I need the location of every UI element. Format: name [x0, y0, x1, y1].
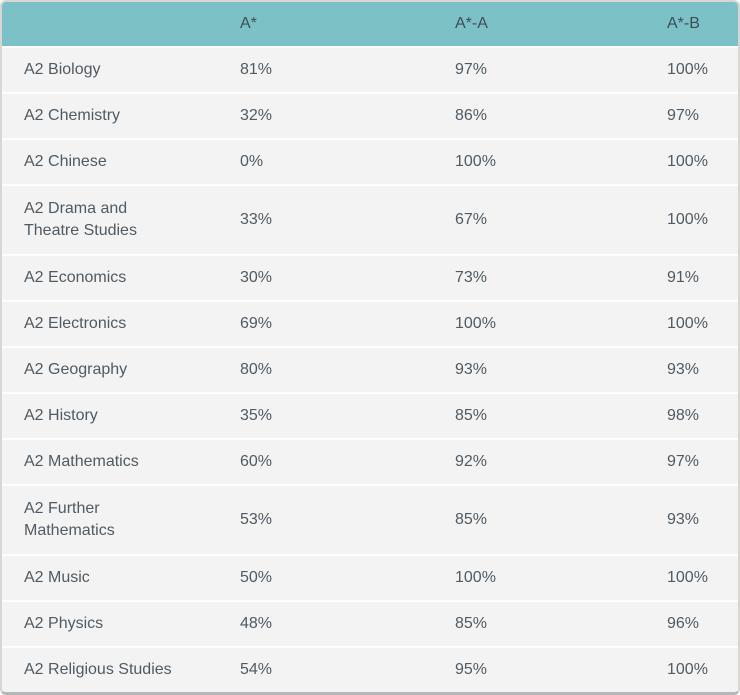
value-cell: 100%	[667, 661, 708, 678]
table-row	[2, 48, 738, 92]
value-cell: 100%	[667, 211, 708, 228]
value-cell: 100%	[455, 315, 496, 332]
value-cell: 100%	[667, 569, 708, 586]
column-header-a-star-a: A*-A	[455, 15, 488, 32]
subject-cell: A2 Economics	[24, 269, 127, 286]
value-cell: 91%	[667, 269, 700, 286]
value-cell: 85%	[455, 511, 488, 528]
value-cell: 81%	[240, 61, 273, 78]
value-cell: 60%	[240, 453, 273, 470]
value-cell: 93%	[667, 361, 700, 378]
subject-cell: A2 Chinese	[24, 153, 107, 170]
value-cell: 98%	[667, 407, 700, 424]
value-cell: 93%	[667, 511, 700, 528]
table-row	[2, 440, 738, 484]
subject-cell: A2 Drama and Theatre Studies	[24, 200, 137, 239]
value-cell: 100%	[667, 315, 708, 332]
value-cell: 80%	[240, 361, 273, 378]
value-cell: 54%	[240, 661, 273, 678]
subject-cell: A2 Music	[24, 569, 90, 586]
value-cell: 33%	[240, 211, 273, 228]
table-row	[2, 348, 738, 392]
value-cell: 73%	[455, 269, 488, 286]
value-cell: 93%	[455, 361, 488, 378]
value-cell: 0%	[240, 153, 264, 170]
value-cell: 48%	[240, 615, 273, 632]
value-cell: 92%	[455, 453, 488, 470]
table-row	[2, 486, 738, 554]
value-cell: 32%	[240, 107, 273, 124]
table-row	[2, 302, 738, 346]
subject-cell: A2 Geography	[24, 361, 128, 378]
subject-cell: A2 Chemistry	[24, 107, 121, 124]
value-cell: 86%	[455, 107, 488, 124]
table-row	[2, 648, 738, 692]
subject-cell: A2 Physics	[24, 615, 104, 632]
value-cell: 85%	[455, 407, 488, 424]
subject-cell: A2 Mathematics	[24, 453, 139, 470]
table-row	[2, 394, 738, 438]
table-header-row	[2, 2, 738, 46]
table-row	[2, 94, 738, 138]
value-cell: 67%	[455, 211, 488, 228]
value-cell: 96%	[667, 615, 700, 632]
value-cell: 69%	[240, 315, 273, 332]
table-row	[2, 140, 738, 184]
value-cell: 97%	[667, 453, 700, 470]
subject-cell: A2 Biology	[24, 61, 101, 78]
value-cell: 35%	[240, 407, 273, 424]
value-cell: 100%	[455, 153, 496, 170]
table-row	[2, 602, 738, 646]
table-row	[2, 186, 738, 254]
value-cell: 30%	[240, 269, 273, 286]
column-header-a-star: A*	[240, 15, 257, 32]
value-cell: 95%	[455, 661, 488, 678]
subject-cell: A2 Electronics	[24, 315, 127, 332]
subject-cell: A2 Religious Studies	[24, 661, 172, 678]
value-cell: 85%	[455, 615, 488, 632]
value-cell: 50%	[240, 569, 273, 586]
column-header-a-star-b: A*-B	[667, 15, 700, 32]
table-row	[2, 556, 738, 600]
value-cell: 97%	[455, 61, 488, 78]
table-row	[2, 256, 738, 300]
value-cell: 100%	[667, 61, 708, 78]
value-cell: 97%	[667, 107, 700, 124]
value-cell: 100%	[455, 569, 496, 586]
subject-cell: A2 History	[24, 407, 98, 424]
value-cell: 100%	[667, 153, 708, 170]
subject-cell: A2 Further Mathematics	[24, 500, 115, 539]
value-cell: 53%	[240, 511, 273, 528]
